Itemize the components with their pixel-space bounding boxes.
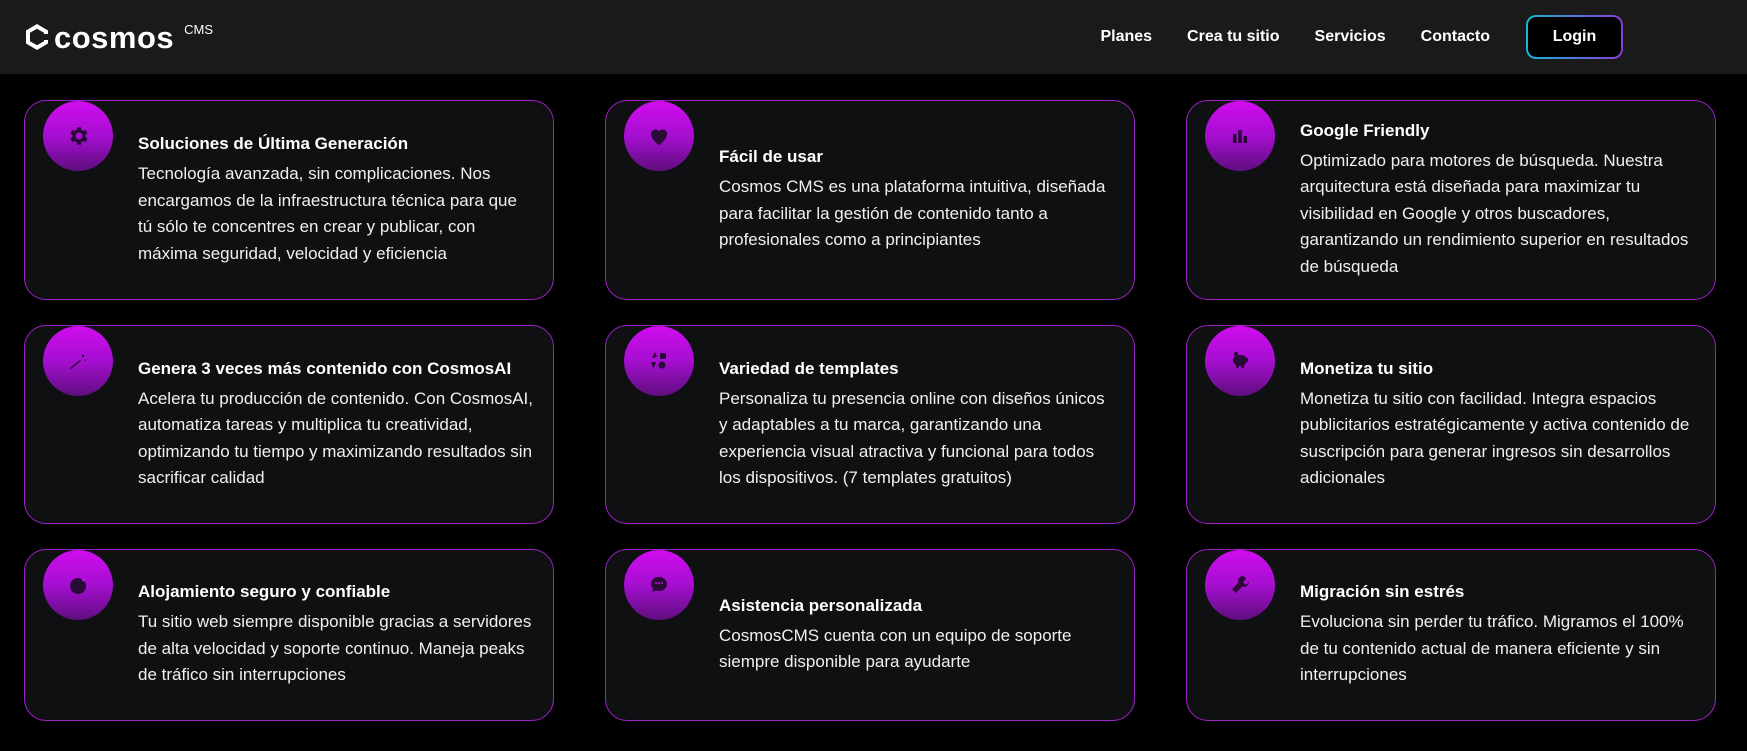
cosmos-logo-icon <box>24 23 50 51</box>
feature-card <box>605 100 1135 300</box>
feature-description: Personaliza tu presencia online con diseños únicos y adaptables a tu marca, garantizando una experiencia visual atractiva y funcional para todos los dispositivos. (7 templates gratuitos) <box>719 388 1105 487</box>
feature-title: Variedad de templates <box>719 358 899 378</box>
feature-title: Fácil de usar <box>719 147 823 167</box>
brand-name: cosmos <box>54 19 175 55</box>
nav-crea-tu-sitio[interactable]: Crea tu sitio <box>1187 28 1280 45</box>
brand-logo[interactable] <box>24 19 214 55</box>
feature-icon-badge <box>43 326 113 396</box>
feature-card <box>1186 100 1716 300</box>
login-button[interactable]: Login <box>1526 15 1623 59</box>
nav-servicios[interactable]: Servicios <box>1314 28 1386 45</box>
feature-icon-badge <box>1205 326 1275 396</box>
feature-description: Optimizado para motores de búsqueda. Nuestra arquitectura está diseñada para maximizar tu visibilidad en Google y otros buscadores, garantizando un rendimiento superior en resultados de búsqueda <box>1300 150 1689 276</box>
feature-title: Genera 3 veces más contenido con CosmosAI <box>138 358 512 378</box>
feature-icon-badge <box>624 326 694 396</box>
feature-description: Cosmos CMS es una plataforma intuitiva, diseñada para facilitar la gestión de contenido tanto a profesionales como a principiantes <box>719 177 1106 250</box>
main-nav <box>1065 15 1723 59</box>
features-grid <box>0 74 1747 721</box>
feature-card <box>24 100 554 300</box>
feature-title: Asistencia personalizada <box>719 595 923 615</box>
feature-icon-badge <box>1205 101 1275 171</box>
heart-icon <box>647 124 671 148</box>
feature-description: Tu sitio web siempre disponible gracias a servidores de alta velocidad y soporte continuo. Maneja peaks de tráfico sin interrupciones <box>138 612 532 685</box>
feature-icon-badge <box>43 101 113 171</box>
feature-title: Soluciones de Última Generación <box>138 134 409 153</box>
nav-planes[interactable]: Planes <box>1100 28 1153 45</box>
feature-description: Tecnología avanzada, sin complicaciones. Nos encargamos de la infraestructura técnica para que tú sólo te concentres en crear y publicar, con máxima seguridad, velocidad y eficiencia <box>138 164 517 263</box>
feature-description: Monetiza tu sitio con facilidad. Integra espacios publicitarios estratégicamente y activa contenido de suscripción para generar ingresos sin desarrollos adicionales <box>1300 388 1690 487</box>
feature-card <box>24 325 554 524</box>
feature-card <box>1186 549 1716 721</box>
feature-title: Alojamiento seguro y confiable <box>138 582 391 602</box>
feature-icon-badge <box>624 550 694 620</box>
feature-icon-badge <box>43 550 113 620</box>
feature-description: Evoluciona sin perder tu tráfico. Migramos el 100% de tu contenido actual de manera eficiente y sin interrupciones <box>1300 612 1684 685</box>
top-navbar <box>0 0 1747 74</box>
feature-icon-badge <box>1205 550 1275 620</box>
nav-contacto[interactable]: Contacto <box>1420 28 1490 45</box>
feature-card <box>1186 325 1716 524</box>
wrench-icon <box>1228 573 1252 597</box>
feature-title: Migración sin estrés <box>1300 582 1465 602</box>
bar-chart-icon <box>1228 124 1252 148</box>
feature-card <box>24 549 554 721</box>
feature-description: Acelera tu producción de contenido. Con CosmosAI, automatiza tareas y multiplica tu creatividad, optimizando tu tiempo y maximizando resultados sin sacrificar calidad <box>138 388 534 487</box>
feature-icon-badge <box>624 101 694 171</box>
piggy-bank-icon <box>1228 349 1252 373</box>
magic-wand-icon <box>66 349 90 373</box>
feature-description: CosmosCMS cuenta con un equipo de soporte siempre disponible para ayudarte <box>719 625 1072 671</box>
brand-sub: CMS <box>184 21 214 37</box>
feature-card <box>605 549 1135 721</box>
gauge-icon <box>66 573 90 597</box>
gear-icon <box>66 124 90 148</box>
shapes-icon <box>647 349 671 373</box>
feature-title: Google Friendly <box>1300 120 1430 140</box>
feature-card <box>605 325 1135 524</box>
feature-title: Monetiza tu sitio <box>1300 358 1434 378</box>
chat-bubble-icon <box>647 573 671 597</box>
